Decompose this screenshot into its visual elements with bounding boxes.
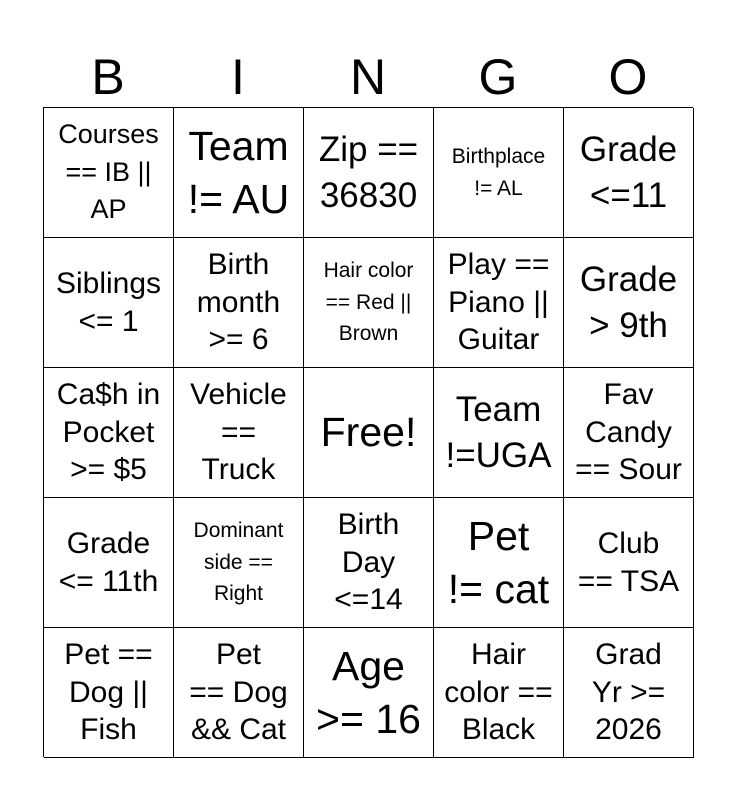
free-space-cell[interactable]: Free!	[304, 368, 434, 498]
bingo-header	[43, 48, 693, 106]
bingo-cell[interactable]: Birth Day <=14	[304, 498, 434, 628]
header-letter-n: N	[349, 49, 387, 105]
bingo-cell[interactable]: Ca$h in Pocket >= $5	[44, 368, 174, 498]
bingo-cell[interactable]: Birthplace != AL	[434, 108, 564, 238]
bingo-cell[interactable]: Fav Candy == Sour	[564, 368, 694, 498]
header-letter-g: G	[478, 49, 518, 105]
bingo-cell[interactable]: Grade <=11	[564, 108, 694, 238]
bingo-cell[interactable]: Dominant side == Right	[174, 498, 304, 628]
bingo-cell[interactable]: Hair color == Black	[434, 628, 564, 758]
bingo-cell[interactable]: Play == Piano || Guitar	[434, 238, 564, 368]
bingo-cell[interactable]: Grad Yr >= 2026	[564, 628, 694, 758]
bingo-cell[interactable]: Courses == IB || AP	[44, 108, 174, 238]
bingo-cell[interactable]: Team !=UGA	[434, 368, 564, 498]
bingo-cell[interactable]: Zip == 36830	[304, 108, 434, 238]
bingo-cell[interactable]: Grade <= 11th	[44, 498, 174, 628]
bingo-cell[interactable]: Age >= 16	[304, 628, 434, 758]
header-letter-o: O	[608, 49, 648, 105]
bingo-cell[interactable]: Club == TSA	[564, 498, 694, 628]
bingo-cell[interactable]: Team != AU	[174, 108, 304, 238]
bingo-board	[43, 107, 693, 757]
bingo-cell[interactable]: Hair color == Red || Brown	[304, 238, 434, 368]
bingo-cell[interactable]: Vehicle == Truck	[174, 368, 304, 498]
header-letter-b: B	[91, 49, 125, 105]
bingo-cell[interactable]: Pet == Dog || Fish	[44, 628, 174, 758]
bingo-cell[interactable]: Siblings <= 1	[44, 238, 174, 368]
bingo-cell[interactable]: Grade > 9th	[564, 238, 694, 368]
header-letter-i: I	[231, 49, 245, 105]
bingo-cell[interactable]: Pet == Dog && Cat	[174, 628, 304, 758]
bingo-cell[interactable]: Pet != cat	[434, 498, 564, 628]
bingo-cell[interactable]: Birth month >= 6	[174, 238, 304, 368]
